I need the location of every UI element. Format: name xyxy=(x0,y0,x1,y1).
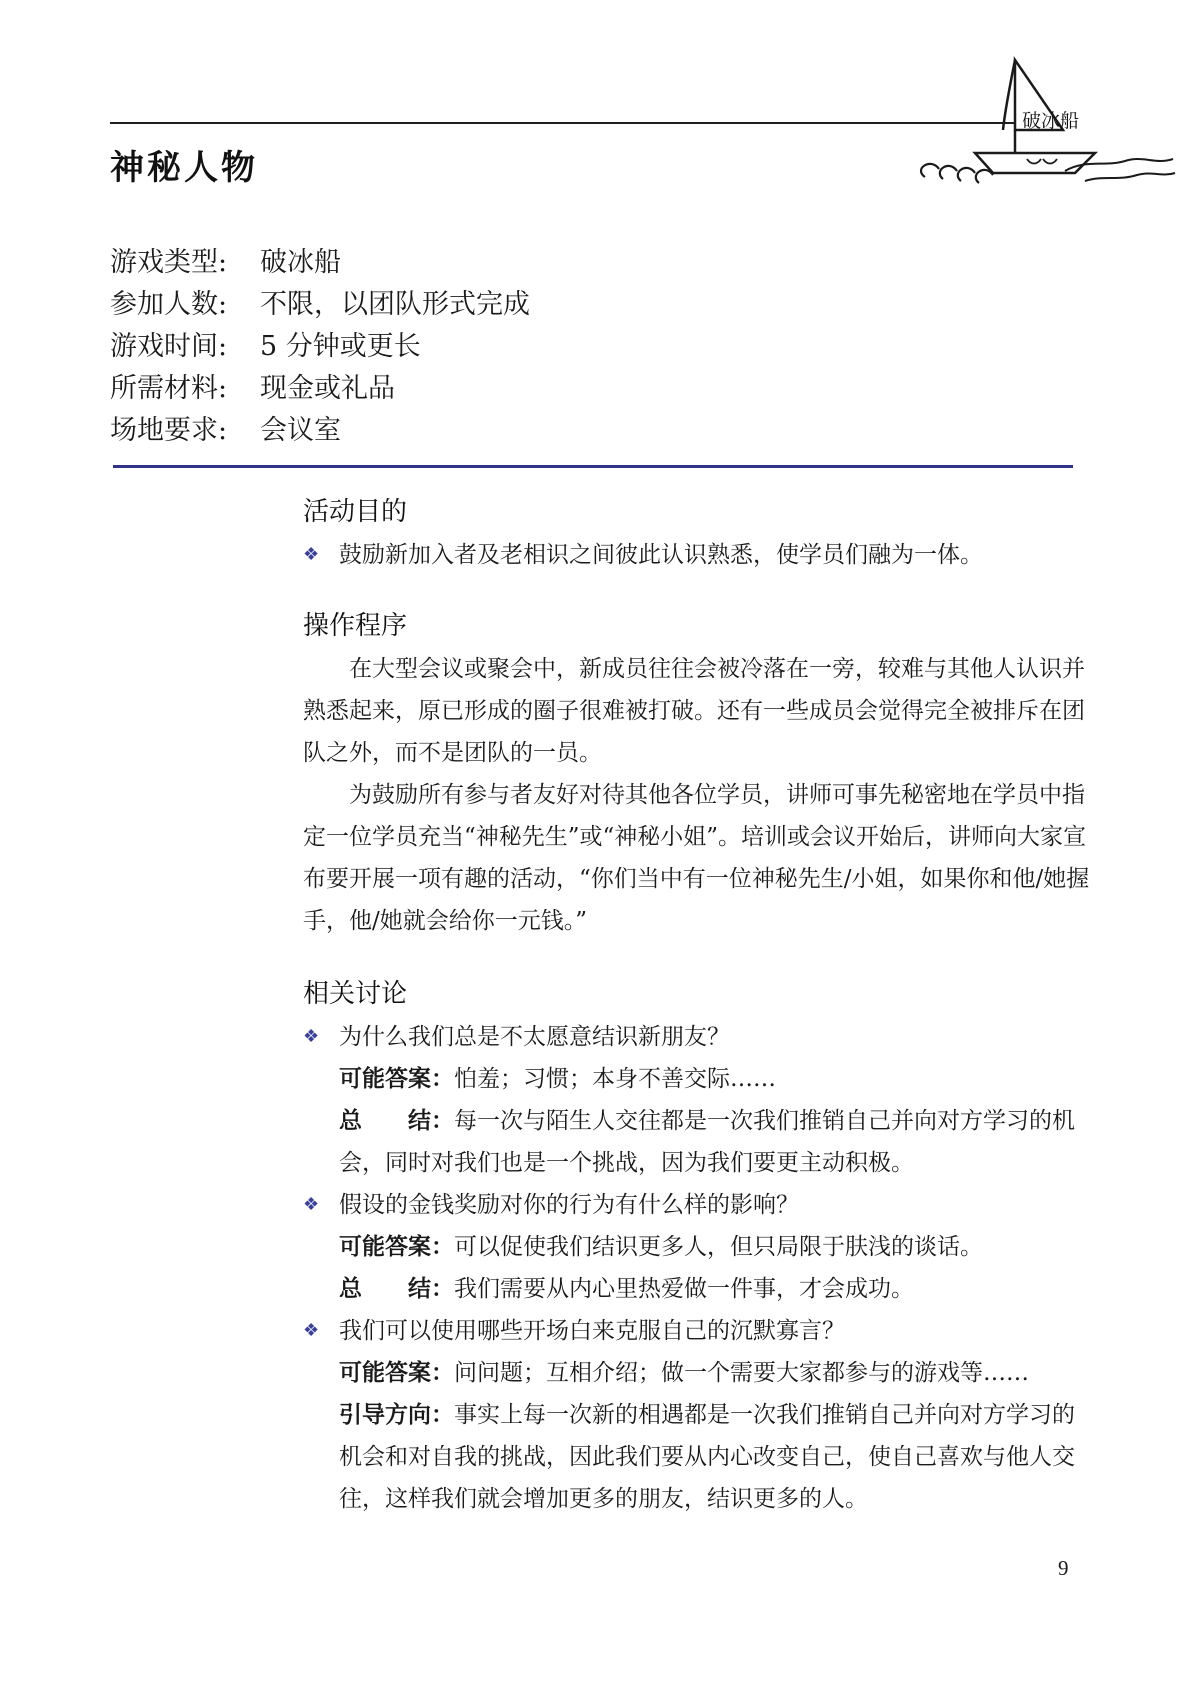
diamond-bullet-icon: ❖ xyxy=(303,1026,320,1047)
summary-text: 每一次与陌生人交往都是一次我们推销自己并向对方学习的机会，同时对我们也是一个挑战，因为我们要更主动积极。 xyxy=(339,1108,1075,1176)
answer-text: 问问题；互相介绍；做一个需要大家都参与的游戏等…… xyxy=(454,1360,1029,1386)
summary-label: 总 结： xyxy=(339,1108,454,1134)
info-value: 5 分钟或更长 xyxy=(260,331,421,362)
question-text: 我们可以使用哪些开场白来克服自己的沉默寡言？ xyxy=(339,1318,845,1344)
sailboat-logo-icon xyxy=(915,55,1200,205)
purpose-heading: 活动目的 xyxy=(303,497,408,527)
main-content xyxy=(303,490,1093,1520)
guide-text: 事实上每一次新的相遇都是一次我们推销自己并向对方学习的机会和对自我的挑战，因此我们要从内心改变自己，使自己喜欢与他人交往，这样我们就会增加更多的朋友，结识更多的人。 xyxy=(339,1402,1075,1512)
answer-label: 可能答案： xyxy=(339,1234,454,1260)
info-value: 破冰船 xyxy=(260,247,341,278)
purpose-bullet xyxy=(303,534,1093,576)
summary-text: 我们需要从内心里热爱做一件事，才会成功。 xyxy=(454,1276,914,1302)
summary xyxy=(303,1268,1093,1310)
discussion-question xyxy=(303,1184,1093,1226)
possible-answer xyxy=(303,1352,1093,1394)
info-label: 场地要求: xyxy=(110,415,228,446)
procedure-heading: 操作程序 xyxy=(303,611,408,641)
answer-text: 可以促使我们结识更多人，但只局限于肤浅的谈话。 xyxy=(454,1234,983,1260)
page-title: 神秘人物 xyxy=(110,148,258,188)
purpose-text: 鼓励新加入者及老相识之间彼此认识熟悉，使学员们融为一体。 xyxy=(339,542,983,568)
answer-label: 可能答案： xyxy=(339,1360,454,1386)
info-label: 游戏类型: xyxy=(110,247,228,278)
possible-answer xyxy=(303,1058,1093,1100)
game-info xyxy=(110,242,530,452)
question-text: 假设的金钱奖励对你的行为有什么样的影响？ xyxy=(339,1192,799,1218)
info-row xyxy=(110,326,530,368)
info-row xyxy=(110,284,530,326)
question-text: 为什么我们总是不太愿意结识新朋友？ xyxy=(339,1024,730,1050)
procedure-paragraph: 为鼓励所有参与者友好对待其他各位学员，讲师可事先秘密地在学员中指定一位学员充当“神秘先生”或“神秘小姐”。培训或会议开始后，讲师向大家宣布要开展一项有趣的活动，“你们当中有一位神秘先生/小姐，如果你和他/她握手，他/她就会给你一元钱。” xyxy=(303,782,1090,934)
possible-answer xyxy=(303,1226,1093,1268)
info-value: 会议室 xyxy=(260,415,341,446)
guidance xyxy=(303,1394,1093,1520)
summary xyxy=(303,1100,1093,1184)
discussion-heading: 相关讨论 xyxy=(303,979,408,1009)
discussion-question xyxy=(303,1016,1093,1058)
logo-text: 破冰船 xyxy=(1022,110,1080,132)
answer-label: 可能答案： xyxy=(339,1066,454,1092)
diamond-bullet-icon: ❖ xyxy=(303,544,320,565)
summary-label: 总 结： xyxy=(339,1276,454,1302)
section-divider xyxy=(113,465,1073,468)
discussion-question xyxy=(303,1310,1093,1352)
diamond-bullet-icon: ❖ xyxy=(303,1194,320,1215)
info-row xyxy=(110,242,530,284)
guide-label: 引导方向： xyxy=(339,1402,454,1428)
info-value: 不限，以团队形式完成 xyxy=(260,289,530,320)
info-row xyxy=(110,368,530,410)
info-row xyxy=(110,410,530,452)
header-rule xyxy=(110,122,1015,124)
answer-text: 怕羞；习惯；本身不善交际…… xyxy=(454,1066,776,1092)
info-label: 所需材料: xyxy=(110,373,228,404)
diamond-bullet-icon: ❖ xyxy=(303,1320,320,1341)
info-label: 参加人数: xyxy=(110,289,228,320)
info-value: 现金或礼品 xyxy=(260,373,395,404)
page-number: 9 xyxy=(1058,1556,1069,1580)
info-label: 游戏时间: xyxy=(110,331,228,362)
procedure-paragraph: 在大型会议或聚会中，新成员往往会被冷落在一旁，较难与其他人认识并熟悉起来，原已形成的圈子很难被打破。还有一些成员会觉得完全被排斥在团队之外，而不是团队的一员。 xyxy=(303,656,1085,766)
